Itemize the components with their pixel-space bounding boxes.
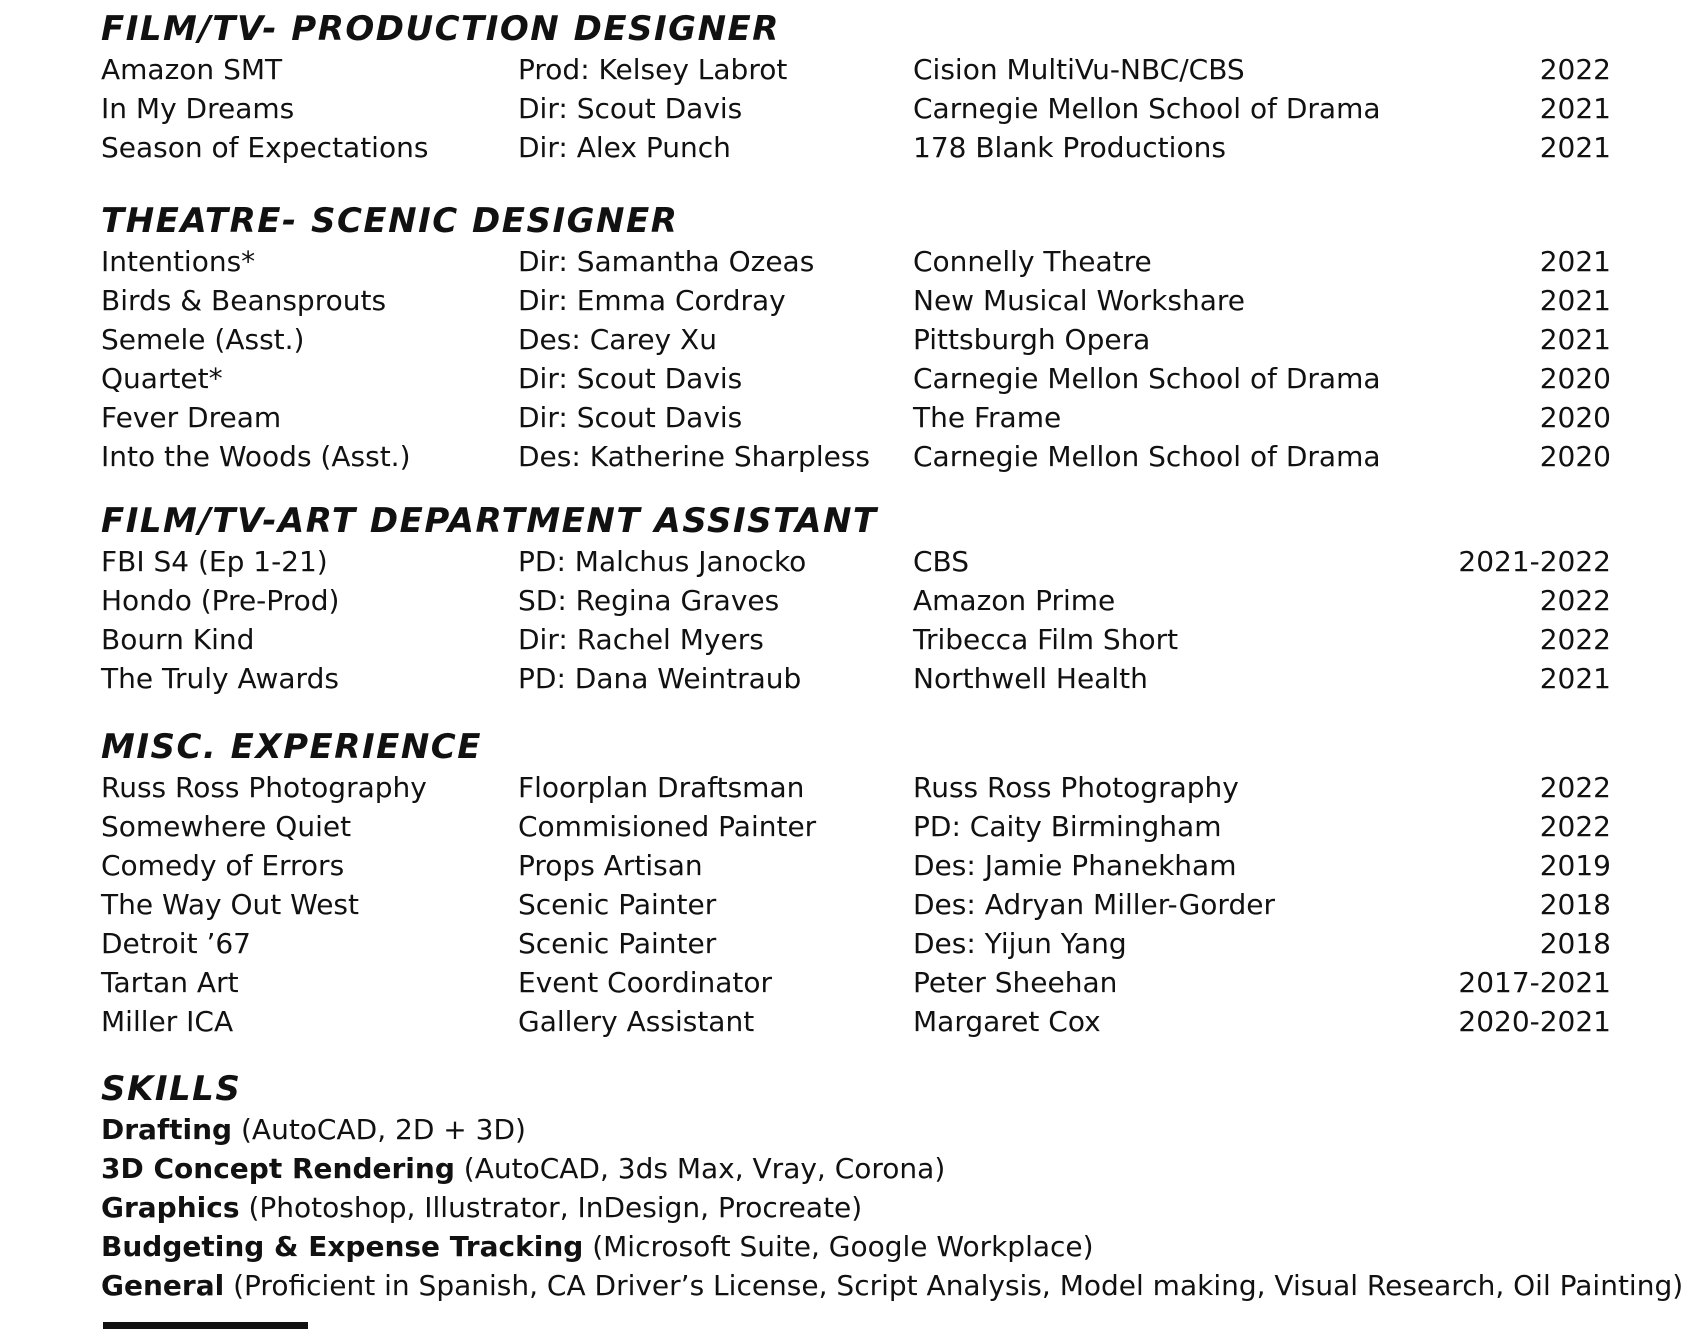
- credit-org: Carnegie Mellon School of Drama: [913, 440, 1381, 473]
- skill-name: General: [101, 1269, 225, 1302]
- section-heading: FILM/TV- PRODUCTION DESIGNER: [101, 9, 780, 49]
- credit-row: [101, 437, 1611, 476]
- credit-title: Tartan Art: [101, 966, 239, 999]
- credit-title: Into the Woods (Asst.): [101, 440, 411, 473]
- skill-line: [101, 1227, 1611, 1266]
- credit-year: 2021: [1539, 323, 1611, 356]
- credit-role: Dir: Samantha Ozeas: [518, 245, 815, 278]
- credit-org: Des: Jamie Phanekham: [913, 849, 1237, 882]
- credit-title: Russ Ross Photography: [101, 771, 427, 804]
- credit-org: Des: Yijun Yang: [913, 927, 1127, 960]
- credit-role: Event Coordinator: [518, 966, 773, 999]
- skill-name: Graphics: [101, 1191, 240, 1224]
- credit-org: Pittsburgh Opera: [913, 323, 1151, 356]
- skill-detail: (Photoshop, Illustrator, InDesign, Procreate): [248, 1191, 863, 1224]
- credit-row: [101, 542, 1611, 581]
- credit-org: 178 Blank Productions: [913, 131, 1226, 164]
- credit-org: Des: Adryan Miller-Gorder: [913, 888, 1275, 921]
- section-skills: [101, 1068, 1684, 1305]
- credit-row: [101, 128, 1611, 167]
- credit-year: 2020: [1539, 401, 1611, 434]
- credit-role: Floorplan Draftsman: [518, 771, 805, 804]
- credit-role: Dir: Scout Davis: [518, 362, 743, 395]
- credit-org: Cision MultiVu-NBC/CBS: [913, 53, 1245, 86]
- section-heading: MISC. EXPERIENCE: [101, 727, 482, 767]
- section-heading: SKILLS: [101, 1069, 242, 1109]
- credit-role: Dir: Scout Davis: [518, 92, 743, 125]
- credit-title: Fever Dream: [101, 401, 282, 434]
- credit-year: 2020-2021: [1458, 1005, 1611, 1038]
- credit-row: [101, 281, 1611, 320]
- credit-org: Margaret Cox: [913, 1005, 1101, 1038]
- credit-org: Russ Ross Photography: [913, 771, 1239, 804]
- credit-year: 2020: [1539, 440, 1611, 473]
- credit-title: The Truly Awards: [101, 662, 339, 695]
- credit-role: Commisioned Painter: [518, 810, 817, 843]
- credit-role: SD: Regina Graves: [518, 584, 780, 617]
- skill-line: [101, 1110, 1611, 1149]
- credit-row: [101, 846, 1611, 885]
- credit-title: Miller ICA: [101, 1005, 234, 1038]
- credit-role: Dir: Emma Cordray: [518, 284, 786, 317]
- credit-role: Gallery Assistant: [518, 1005, 755, 1038]
- credit-org: Amazon Prime: [913, 584, 1116, 617]
- credit-row: [101, 1002, 1611, 1041]
- credit-year: 2018: [1539, 888, 1611, 921]
- credit-org: Carnegie Mellon School of Drama: [913, 362, 1381, 395]
- credit-year: 2022: [1539, 53, 1611, 86]
- credit-year: 2022: [1539, 810, 1611, 843]
- credit-year: 2019: [1539, 849, 1611, 882]
- credit-title: FBI S4 (Ep 1-21): [101, 545, 328, 578]
- credit-org: PD: Caity Birmingham: [913, 810, 1222, 843]
- credit-org: CBS: [913, 545, 970, 578]
- credit-role: Scenic Painter: [518, 888, 717, 921]
- credit-title: Semele (Asst.): [101, 323, 305, 356]
- credit-role: Des: Carey Xu: [518, 323, 717, 356]
- credit-title: In My Dreams: [101, 92, 295, 125]
- credit-year: 2021: [1539, 92, 1611, 125]
- credit-year: 2020: [1539, 362, 1611, 395]
- credit-row: [101, 659, 1611, 698]
- credit-row: [101, 50, 1611, 89]
- credit-org: New Musical Workshare: [913, 284, 1245, 317]
- credit-title: Intentions*: [101, 245, 256, 278]
- section-art-department-assistant: [101, 500, 1611, 698]
- section-misc-experience: [101, 726, 1611, 1041]
- credit-row: [101, 359, 1611, 398]
- credit-row: [101, 89, 1611, 128]
- credit-org: Tribecca Film Short: [913, 623, 1179, 656]
- credit-row: [101, 768, 1611, 807]
- section-scenic-designer: [101, 200, 1611, 476]
- credit-year: 2021: [1539, 284, 1611, 317]
- credit-role: Des: Katherine Sharpless: [518, 440, 870, 473]
- credit-year: 2018: [1539, 927, 1611, 960]
- skill-line: [101, 1266, 1684, 1305]
- next-heading-fragment: [103, 1322, 308, 1329]
- credit-org: Carnegie Mellon School of Drama: [913, 92, 1381, 125]
- skill-name: Budgeting & Expense Tracking: [101, 1230, 584, 1263]
- credit-org: Peter Sheehan: [913, 966, 1118, 999]
- credit-title: Comedy of Errors: [101, 849, 345, 882]
- credit-title: Quartet*: [101, 362, 223, 395]
- credit-row: [101, 320, 1611, 359]
- credit-title: Somewhere Quiet: [101, 810, 352, 843]
- skill-detail: (AutoCAD, 2D + 3D): [241, 1113, 526, 1146]
- credit-row: [101, 885, 1611, 924]
- credit-title: Birds & Beansprouts: [101, 284, 387, 317]
- credit-title: Bourn Kind: [101, 623, 255, 656]
- skill-detail: (Microsoft Suite, Google Workplace): [592, 1230, 1094, 1263]
- credit-year: 2021: [1539, 662, 1611, 695]
- credit-year: 2021: [1539, 245, 1611, 278]
- credit-role: Scenic Painter: [518, 927, 717, 960]
- credit-role: Props Artisan: [518, 849, 703, 882]
- credit-title: Hondo (Pre-Prod): [101, 584, 340, 617]
- credit-title: Season of Expectations: [101, 131, 429, 164]
- credit-role: Dir: Scout Davis: [518, 401, 743, 434]
- credit-title: Detroit ’67: [101, 927, 251, 960]
- credit-year: 2017-2021: [1458, 966, 1611, 999]
- skill-detail: (Proficient in Spanish, CA Driver’s License, Script Analysis, Model making, Visual Research, Oil Painting): [233, 1269, 1684, 1302]
- section-heading: THEATRE- SCENIC DESIGNER: [101, 201, 679, 241]
- skill-name: Drafting: [101, 1113, 233, 1146]
- credit-row: [101, 807, 1611, 846]
- credit-row: [101, 242, 1611, 281]
- credit-role: PD: Dana Weintraub: [518, 662, 802, 695]
- skill-detail: (AutoCAD, 3ds Max, Vray, Corona): [463, 1152, 946, 1185]
- skill-name: 3D Concept Rendering: [101, 1152, 455, 1185]
- credit-year: 2022: [1539, 623, 1611, 656]
- section-production-designer: [101, 8, 1611, 167]
- credit-title: Amazon SMT: [101, 53, 283, 86]
- credit-year: 2021: [1539, 131, 1611, 164]
- credit-org: Northwell Health: [913, 662, 1148, 695]
- credit-year: 2021-2022: [1458, 545, 1611, 578]
- credit-role: PD: Malchus Janocko: [518, 545, 807, 578]
- credit-row: [101, 924, 1611, 963]
- credit-title: The Way Out West: [101, 888, 360, 921]
- credit-row: [101, 398, 1611, 437]
- credit-row: [101, 581, 1611, 620]
- section-heading: FILM/TV-ART DEPARTMENT ASSISTANT: [101, 501, 878, 541]
- credit-year: 2022: [1539, 584, 1611, 617]
- credit-role: Prod: Kelsey Labrot: [518, 53, 788, 86]
- credit-org: The Frame: [913, 401, 1062, 434]
- skill-line: [101, 1188, 1611, 1227]
- credit-org: Connelly Theatre: [913, 245, 1152, 278]
- credit-role: Dir: Rachel Myers: [518, 623, 764, 656]
- credit-year: 2022: [1539, 771, 1611, 804]
- skill-line: [101, 1149, 1611, 1188]
- credit-row: [101, 620, 1611, 659]
- credit-row: [101, 963, 1611, 1002]
- credit-role: Dir: Alex Punch: [518, 131, 731, 164]
